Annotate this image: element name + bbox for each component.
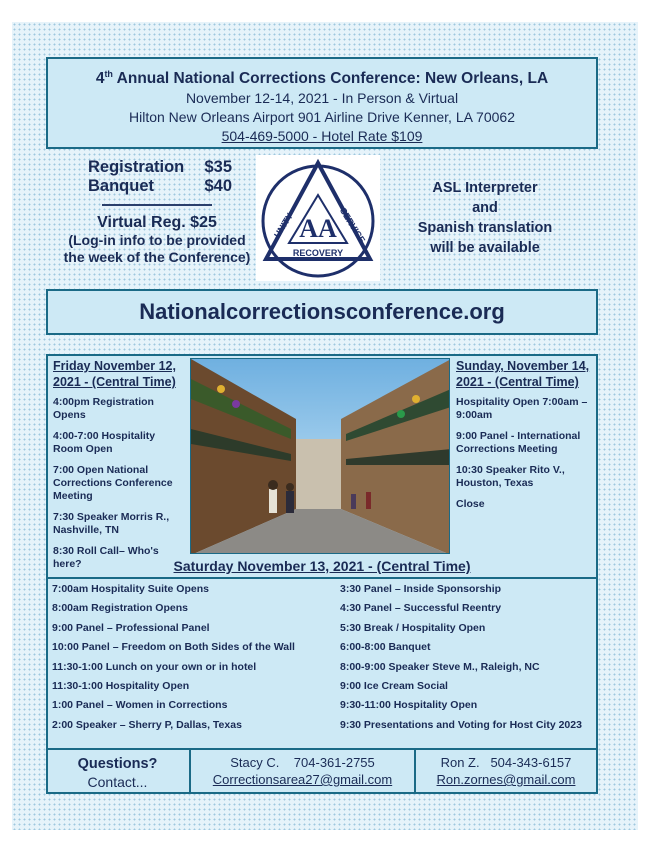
contact-email-link[interactable]: Correctionsarea27@gmail.com — [212, 772, 393, 787]
contact-ron-cell — [416, 750, 596, 794]
saturday-event: 7:00am Hospitality Suite Opens — [52, 583, 209, 595]
registration-label: Registration — [88, 158, 185, 176]
sunday-event: 9:00 Panel - International Corrections Meeting — [456, 430, 581, 455]
registration-divider — [102, 204, 212, 206]
virtual-registration: Virtual Reg. $25 — [97, 214, 217, 231]
saturday-event: 6:00-8:00 Banquet — [340, 641, 431, 654]
saturday-event: 8:00-9:00 Speaker Steve M., Raleigh, NC — [340, 660, 540, 673]
hotel-phone-rate-link[interactable]: 504-469-5000 - Hotel Rate $109 — [221, 128, 423, 145]
saturday-event: 9:00 Ice Cream Social — [340, 679, 448, 692]
banquet-price-row — [62, 177, 252, 196]
registration-price: $35 — [204, 158, 232, 176]
friday-schedule — [49, 358, 187, 579]
sunday-event: Hospitality Open 7:00am – 9:00am — [456, 396, 588, 421]
saturday-schedule-right — [340, 583, 595, 738]
sunday-event: 10:30 Speaker Rito V., Houston, Texas — [456, 464, 565, 489]
questions-label: Questions? — [77, 756, 158, 772]
contact-name: Ron Z. — [440, 755, 480, 770]
contact-email-link[interactable]: Ron.zornes@gmail.com — [436, 772, 576, 787]
saturday-divider — [46, 577, 598, 579]
contact-ron-line — [416, 754, 596, 771]
contact-row — [46, 748, 598, 794]
saturday-event: 9:00 Panel – Professional Panel — [52, 621, 210, 634]
friday-event: 7:00 Open National Corrections Conference Meeting — [53, 464, 173, 502]
logo-recovery-word: RECOVERY — [292, 248, 344, 258]
aa-logo — [256, 155, 380, 281]
available-line: will be available — [430, 240, 540, 256]
contact-stacy-line — [191, 754, 414, 771]
asl-line: ASL Interpreter — [432, 180, 538, 196]
spanish-line: Spanish translation — [417, 220, 553, 236]
registration-price-row — [62, 158, 252, 177]
new-orleans-street-photo — [190, 358, 450, 554]
questions-cell — [46, 750, 191, 794]
conference-dates: November 12-14, 2021 - In Person & Virtual — [185, 90, 459, 107]
saturday-event: 2:00 Speaker – Sherry P, Dallas, Texas — [52, 718, 242, 731]
saturday-heading: Saturday November 13, 2021 - (Central Time) — [173, 558, 471, 574]
saturday-event: 8:00am Registration Opens — [52, 602, 188, 615]
contact-label: Contact... — [87, 774, 148, 790]
saturday-event: 9:30 Presentations and Voting for Host City 2023 — [340, 718, 582, 731]
logo-center-letters: AA — [299, 214, 337, 243]
contact-phone[interactable]: 504-343-6157 — [490, 755, 572, 770]
street-photo-illustration — [191, 359, 450, 554]
friday-heading: Friday November 12, 2021 - (Central Time) — [53, 359, 176, 389]
friday-event: 4:00-7:00 Hospitality Room Open — [53, 430, 156, 455]
and-line: and — [472, 200, 498, 216]
friday-event: 8:30 Roll Call– Who's here? — [53, 545, 159, 570]
conference-title: 4th Annual National Corrections Conference: New Orleans, LA — [95, 69, 549, 88]
saturday-event: 11:30-1:00 Hospitality Open — [52, 679, 190, 692]
virtual-registration-note: (Log-in info to be provided the week of the Conference) — [63, 232, 251, 265]
conference-venue: Hilton New Orleans Airport 901 Airline Drive Kenner, LA 70062 — [129, 109, 515, 126]
sunday-schedule — [452, 358, 595, 519]
sunday-event: Close — [456, 498, 485, 510]
contact-stacy-cell — [191, 750, 416, 794]
interpreter-translation-note — [400, 178, 570, 258]
aa-triangle-circle-logo-icon — [256, 155, 380, 281]
banquet-label: Banquet — [88, 177, 154, 195]
saturday-event: 4:30 Panel – Successful Reentry — [340, 602, 502, 615]
header-box — [46, 57, 598, 149]
saturday-event: 5:30 Break / Hospitality Open — [340, 621, 486, 634]
contact-phone[interactable]: 704-361-2755 — [293, 755, 375, 770]
friday-event: 4:00pm Registration Opens — [53, 396, 154, 421]
saturday-event: 1:00 Panel – Women in Corrections — [52, 699, 228, 712]
contact-name: Stacy C. — [230, 755, 280, 770]
banquet-price: $40 — [204, 177, 232, 195]
saturday-event: 3:30 Panel – Inside Sponsorship — [340, 583, 502, 595]
website-link[interactable]: Nationalcorrectionsconference.org — [139, 299, 505, 324]
sunday-heading: Sunday, November 14, 2021 - (Central Time) — [456, 359, 590, 389]
saturday-schedule-left — [52, 583, 332, 738]
logo-service-word: SERVICE — [337, 206, 368, 245]
website-box — [46, 289, 598, 335]
friday-event: 7:30 Speaker Morris R., Nashville, TN — [53, 511, 170, 536]
saturday-event: 11:30-1:00 Lunch on your own or in hotel — [52, 660, 257, 673]
registration-info — [62, 158, 252, 266]
saturday-event: 9:30-11:00 Hospitality Open — [340, 699, 478, 712]
logo-unity-word: UNITY — [272, 211, 295, 240]
saturday-event: 10:00 Panel – Freedom on Both Sides of the Wall — [52, 641, 295, 654]
